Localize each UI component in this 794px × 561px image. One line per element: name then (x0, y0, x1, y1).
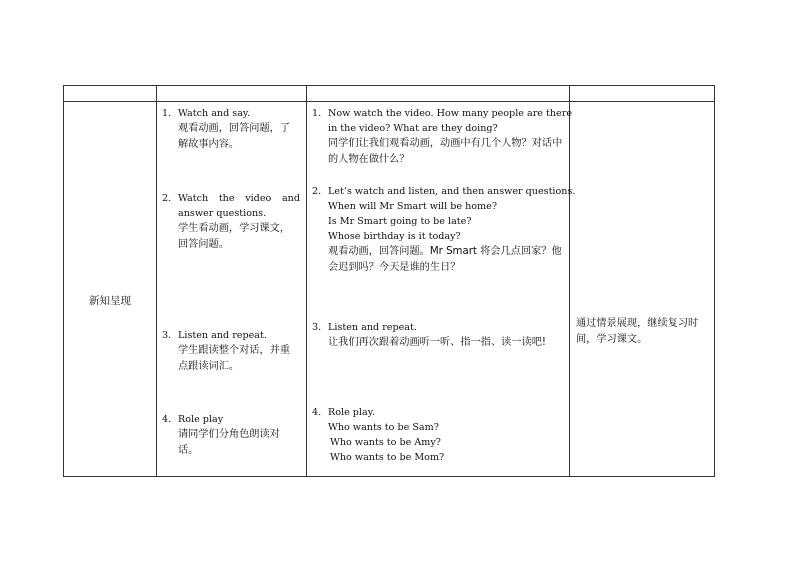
activity-number: 3. (162, 330, 172, 341)
word: and (281, 193, 300, 204)
purpose-text: 通过情景展现，继续复习时间，学习课文。 (576, 318, 699, 345)
word: Watch (178, 193, 209, 204)
activity-number: 1. (162, 108, 172, 119)
header-cell-4 (570, 86, 715, 102)
activity-english-justified (178, 191, 300, 206)
stage-label: 新知呈现 (89, 295, 131, 307)
procedure-chinese: 同学们让我们观看动画，动画中有几个人物？对话中的人物在做什么？ (328, 138, 563, 165)
procedure-number: 3. (312, 322, 322, 333)
procedure-number: 1. (312, 108, 322, 119)
procedure-number: 2. (312, 186, 322, 197)
activity-chinese: 请同学们分角色朗读对话。 (178, 429, 280, 456)
procedure-question: Who wants to be Mom? (330, 452, 445, 463)
procedure-question: Is Mr Smart going to be late? (328, 216, 472, 227)
activity-chinese: 学生看动画，学习课文，回答问题。 (178, 223, 291, 250)
procedure-question: When will Mr Smart will be home? (328, 201, 497, 212)
procedure-number: 4. (312, 407, 322, 418)
header-row (64, 86, 715, 102)
procedure-1 (312, 106, 573, 168)
procedure-4 (312, 405, 563, 465)
header-cell-3 (307, 86, 570, 102)
activity-english: answer questions. (178, 208, 267, 219)
procedure-3 (312, 320, 563, 351)
activity-english: Watch and say. (178, 108, 251, 119)
activity-english: Role play (178, 414, 224, 425)
word: video (245, 193, 272, 204)
procedure-chinese: 让我们再次跟着动画听一听、指一指、读一读吧! (328, 337, 547, 348)
body-row (64, 102, 715, 477)
activity-2 (162, 191, 300, 253)
procedure-question: Who wants to be Amy? (330, 437, 441, 448)
lesson-plan-table (63, 85, 715, 477)
header-cell-1 (64, 86, 157, 102)
activity-chinese: 学生跟读整个对话，并重点跟读词汇。 (178, 345, 291, 372)
procedure-question: Whose birthday is it today? (328, 231, 461, 242)
purpose-cell (570, 102, 715, 477)
procedure-question: Who wants to be Sam? (328, 422, 439, 433)
activity-3 (162, 328, 300, 375)
activity-number: 4. (162, 414, 172, 425)
procedure-english: Let’s watch and listen, and then answer questions. (328, 186, 576, 197)
activity-number: 2. (162, 193, 172, 204)
procedure-english: Listen and repeat. (328, 322, 417, 333)
procedure-cell (307, 102, 576, 477)
activity-english: Listen and repeat. (178, 330, 267, 341)
procedure-chinese: 观看动画，回答问题。Mr Smart 将会几点回家？他会迟到吗？今天是谁的生日？ (328, 246, 562, 273)
activities-cell (157, 102, 307, 477)
procedure-english: Role play. (328, 407, 375, 418)
procedure-2 (312, 184, 576, 276)
activity-4 (162, 412, 300, 459)
header-cell-2 (157, 86, 307, 102)
activity-1 (162, 106, 300, 153)
procedure-english: in the video? What are they doing? (328, 123, 498, 134)
word: the (218, 193, 235, 204)
activity-chinese: 观看动画，回答问题，了解故事内容。 (178, 123, 291, 150)
stage-cell (64, 102, 157, 477)
procedure-english: Now watch the video. How many people are there (328, 108, 573, 119)
